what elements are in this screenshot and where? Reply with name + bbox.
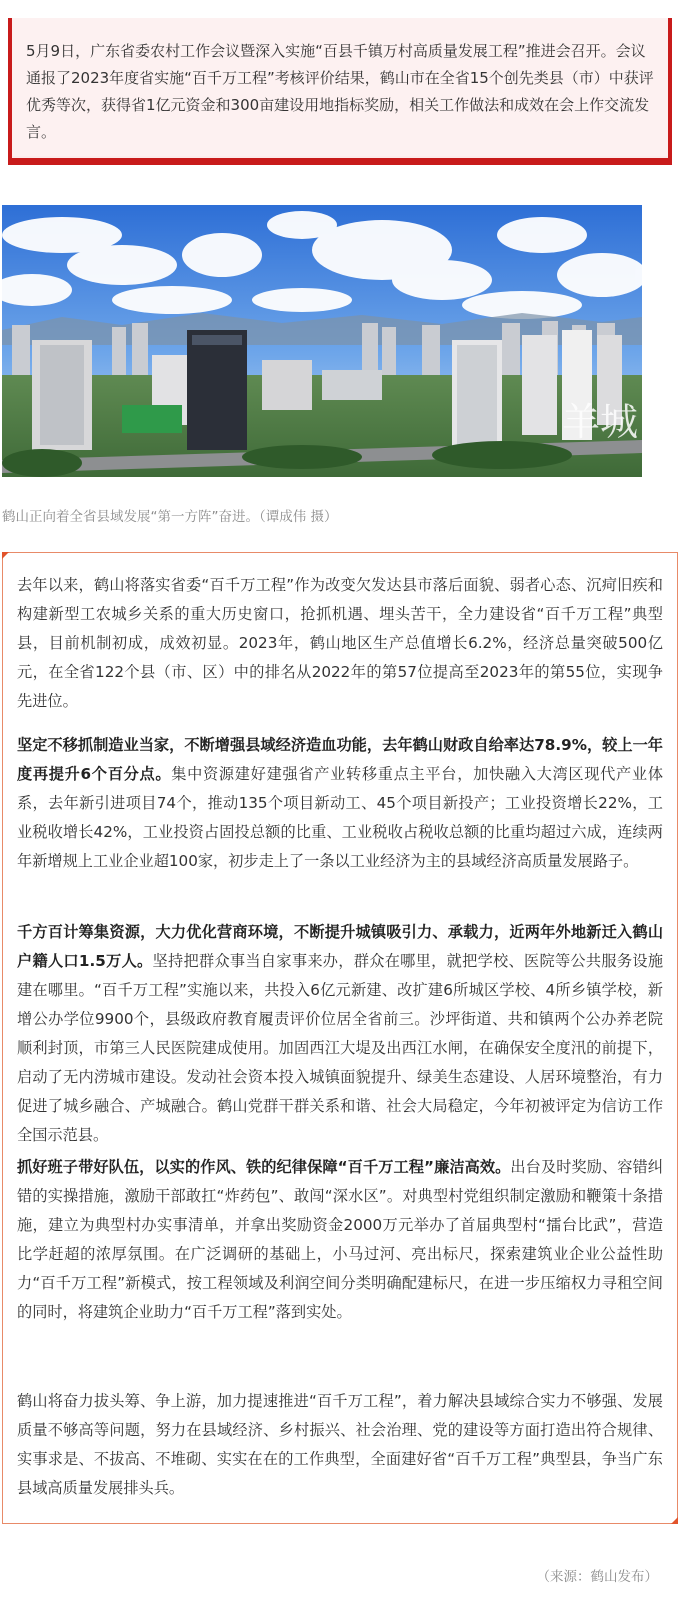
intro-text: 5月9日，广东省委农村工作会议暨深入实施“百县千镇万村高质量发展工程”推进会召开。会议通报了2023年度省实施“百千万工程”考核评价结果，鹤山市在全省15个创先类县（市）中获评优秀等次，获得省1亿元资金和300亩建设用地指标奖励，相关工作做法和成效在会上作交流发言。 [26, 42, 654, 141]
corner-decoration-bottom-right [671, 1517, 678, 1524]
article-paragraph-4 [17, 1153, 663, 1327]
paragraph-3-body: 坚持把群众事当自家事来办，群众在哪里，就把学校、医院等公共服务设施建在哪里。“百千万工程”实施以来，共投入6亿元新建、改扩建6所城区学校、4所乡镇学校，新增公办学位9900个，县级政府教育履责评价位居全省前三。沙坪街道、共和镇两个公办养老院顺利封顶，市第三人民医院建成使用。加固西江大堤及出西江水闸，在确保安全度汛的前提下，启动了无内涝城市建设。发动社会资本投入城镇面貌提升、绿美生态建设、人居环境整治，有力促进了城乡融合、产城融合。鹤山党群干群关系和谐、社会大局稳定，今年初被评定为信访工作全国示范县。 [17, 952, 664, 1144]
paragraph-2-body: 集中资源建好建强省产业转移重点主平台，加快融入大湾区现代产业体系，去年新引进项目74个，推动135个项目新动工、45个项目新投产；工业投资增长22%，工业税收增长42%，工业投资占固投总额的比重、工业税收占税收总额的比重均超过六成，连续两年新增规上工业企业超100家，初步走上了一条以工业经济为主的县域经济高质量发展路子。 [17, 765, 664, 870]
photo-watermark: 羊城 [562, 400, 639, 444]
article-box [2, 552, 678, 1524]
paragraph-2-lead: 坚定不移抓制造业当家，不断增强县域经济造血功能，去年鹤山财政自给率达78.9%，较上一年度再提升6个百分点。 [17, 736, 663, 783]
source-credit: （来源：鹤山发布） [536, 1569, 658, 1585]
paragraph-4-lead: 抓好班子带好队伍，以实的作风、铁的纪律保障“百千万工程”廉洁高效。 [17, 1158, 511, 1176]
corner-decoration-top-left [2, 552, 9, 559]
city-skyline-photo [2, 205, 642, 477]
article-paragraph-5: 鹤山将奋力拔头筹、争上游，加力提速推进“百千万工程”，着力解决县域综合实力不够强、发展质量不够高等问题，努力在县域经济、乡村振兴、社会治理、党的建设等方面打造出符合规律、实事求是、不拔高、不堆砌、实实在在的工作典型，全面建好省“百千万工程”典型县，争当广东县域高质量发展排头兵。 [17, 1392, 663, 1497]
intro-box [8, 18, 672, 165]
article-paragraph-3 [17, 918, 663, 1150]
article-paragraph-1: 去年以来，鹤山将落实省委“百千万工程”作为改变欠发达县市落后面貌、弱者心态、沉疴旧疾和构建新型工农城乡关系的重大历史窗口，抢抓机遇、埋头苦干，全力建设省“百千万工程”典型县，目前机制初成，成效初显。2023年，鹤山地区生产总值增长6.2%，经济总量突破500亿元，在全省122个县（市、区）中的排名从2022年的第57位提高至2023年的第55位，实现争先进位。 [17, 576, 663, 710]
paragraph-4-body: 出台及时奖励、容错纠错的实操措施，激励干部敢扛“炸药包”、敢闯“深水区”。对典型村党组织制定激励和鞭策十条措施，建立为典型村办实事清单，并拿出奖励资金2000万元举办了首届典型村“擂台比武”，营造比学赶超的浓厚氛围。在广泛调研的基础上，小马过河、亮出标尺，探索建筑业企业公益性助力“百千万工程”新模式，按工程领域及利润空间分类明确配建标尺，在进一步压缩权力寻租空间的同时，将建筑企业助力“百千万工程”落到实处。 [17, 1158, 663, 1321]
paragraph-3-lead: 千方百计筹集资源，大力优化营商环境，不断提升城镇吸引力、承载力，近两年外地新迁入鹤山户籍人口1.5万人。 [17, 923, 663, 970]
article-paragraph-2 [17, 731, 663, 876]
photo-caption: 鹤山正向着全省县域发展“第一方阵”奋进。（谭成伟 摄） [2, 509, 338, 525]
